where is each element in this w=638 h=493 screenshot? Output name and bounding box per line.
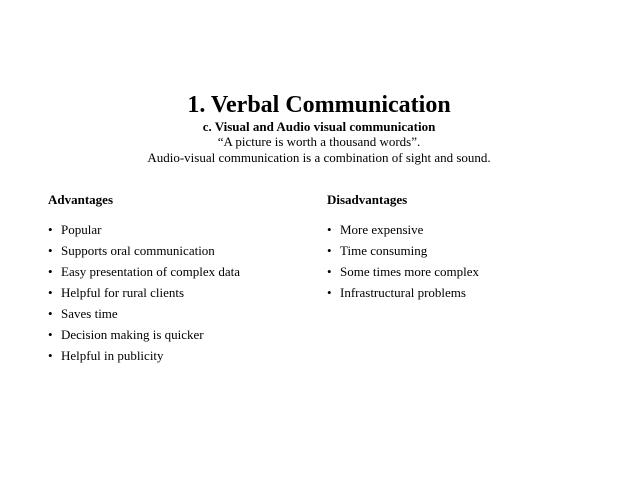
slide-subtitle: c. Visual and Audio visual communication bbox=[202, 119, 436, 134]
disadvantages-column bbox=[327, 192, 479, 306]
list-item bbox=[327, 285, 479, 301]
disadvantages-list bbox=[327, 222, 479, 301]
bullet-icon: • bbox=[327, 222, 332, 237]
list-item bbox=[48, 348, 240, 364]
list-item-text: Helpful in publicity bbox=[61, 348, 164, 363]
advantages-list bbox=[48, 222, 240, 364]
description-text: Audio-visual communication is a combination of sight and sound. bbox=[147, 150, 491, 165]
list-item-text: Saves time bbox=[61, 306, 118, 321]
list-item-text: Supports oral communication bbox=[61, 243, 215, 258]
list-item bbox=[48, 306, 240, 322]
quote-text: “A picture is worth a thousand words”. bbox=[217, 134, 421, 149]
list-item-text: Some times more complex bbox=[340, 264, 480, 279]
bullet-icon: • bbox=[48, 243, 53, 258]
bullet-icon: • bbox=[48, 264, 53, 279]
list-item-text: More expensive bbox=[340, 222, 424, 237]
list-item bbox=[48, 285, 240, 301]
slide-title: 1. Verbal Communication bbox=[187, 92, 451, 118]
list-item bbox=[327, 243, 479, 259]
list-item-text: Popular bbox=[61, 222, 102, 237]
disadvantages-heading: Disadvantages bbox=[327, 192, 408, 207]
bullet-icon: • bbox=[48, 327, 53, 342]
bullet-icon: • bbox=[48, 348, 53, 363]
list-item-text: Helpful for rural clients bbox=[61, 285, 185, 300]
bullet-icon: • bbox=[48, 306, 53, 321]
bullet-icon: • bbox=[327, 264, 332, 279]
bullet-icon: • bbox=[327, 285, 332, 300]
slide-header bbox=[0, 91, 638, 166]
advantages-column bbox=[48, 192, 240, 369]
list-item-text: Easy presentation of complex data bbox=[61, 264, 241, 279]
list-item-text: Decision making is quicker bbox=[61, 327, 204, 342]
bullet-icon: • bbox=[48, 222, 53, 237]
list-item bbox=[48, 222, 240, 238]
list-item bbox=[327, 222, 479, 238]
list-item bbox=[48, 327, 240, 343]
list-item bbox=[48, 264, 240, 280]
list-item bbox=[48, 243, 240, 259]
list-item-text: Infrastructural problems bbox=[340, 285, 466, 300]
list-item bbox=[327, 264, 479, 280]
bullet-icon: • bbox=[327, 243, 332, 258]
bullet-icon: • bbox=[48, 285, 53, 300]
list-item-text: Time consuming bbox=[340, 243, 428, 258]
advantages-heading: Advantages bbox=[48, 192, 114, 207]
